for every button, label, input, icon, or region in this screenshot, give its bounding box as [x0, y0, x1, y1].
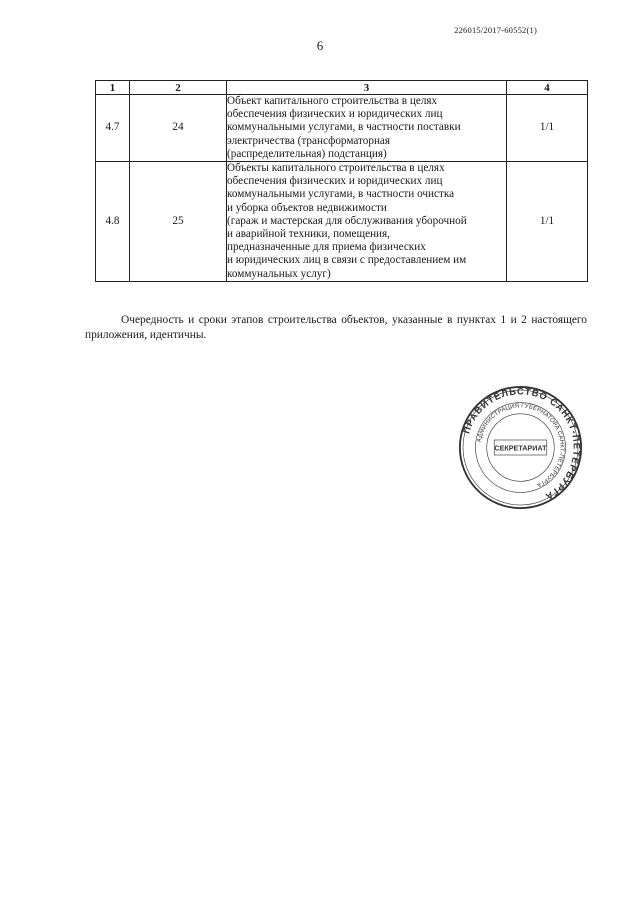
row-number: 4.8	[96, 162, 130, 282]
document-number: 226015/2017-60552(1)	[454, 25, 537, 35]
row-description	[227, 162, 507, 282]
closing-paragraph: Очередность и сроки этапов строительства объектов, указанные в пунктах 1 и 2 настоящего приложения, идентичны.	[85, 314, 587, 341]
table-row	[96, 95, 588, 162]
row-ratio: 1/1	[507, 95, 588, 162]
description-line: и юридических лиц в связи с предоставлением им	[227, 254, 467, 267]
description-line: обеспечения физических и юридических лиц	[227, 175, 443, 188]
description-line: и аварийной техники, помещения,	[227, 228, 390, 241]
seal-inner-text: АДМИНИСТРАЦИЯ ГУБЕРНАТОРА САНКТ-ПЕТЕРБУРГА	[476, 403, 565, 488]
row-code: 25	[130, 162, 227, 282]
row-ratio: 1/1	[507, 162, 588, 282]
page-number: 6	[316, 38, 324, 53]
official-seal	[458, 385, 583, 510]
column-header: 4	[507, 81, 588, 95]
description-line: (распределительная) подстанция)	[227, 147, 387, 160]
description-line: коммунальных услуг)	[227, 267, 331, 280]
description-line: (гараж и мастерская для обслуживания уборочной	[227, 214, 467, 227]
description-line: обеспечения физических и юридических лиц	[227, 108, 443, 121]
row-description	[227, 95, 507, 162]
row-number: 4.7	[96, 95, 130, 162]
table-row	[96, 162, 588, 282]
objects-table	[95, 80, 588, 282]
description-line: и уборка объектов недвижимости	[227, 201, 387, 214]
table-header-row	[96, 81, 588, 95]
description-line: Объекты капитального строительства в целях	[227, 162, 445, 175]
column-header: 3	[227, 81, 507, 95]
column-header: 2	[130, 81, 227, 95]
row-code: 24	[130, 95, 227, 162]
description-line: предназначенные для приема физических	[227, 241, 426, 254]
column-header: 1	[96, 81, 130, 95]
description-line: коммунальными услугами, в частности поставки	[227, 121, 461, 134]
description-line: Объект капитального строительства в целях	[227, 95, 438, 107]
seal-outer-text: ПРАВИТЕЛЬСТВО САНКТ-ПЕТЕРБУРГА	[461, 386, 582, 503]
description-line: коммунальными услугами, в частности очистка	[227, 188, 455, 201]
description-line: электричества (трансформаторная	[227, 134, 391, 147]
seal-center-text: СЕКРЕТАРИАТ	[494, 444, 547, 453]
